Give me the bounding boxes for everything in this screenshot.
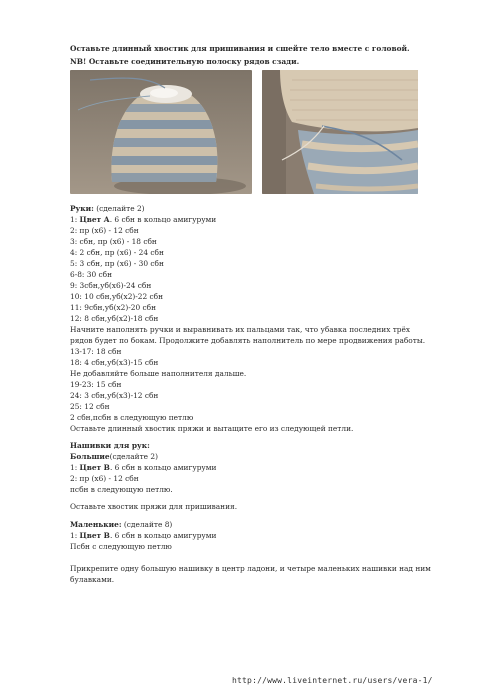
color-b-label: Цвет В (79, 531, 110, 540)
patches-title: Нашивки для рук: (70, 441, 150, 450)
patches-attach: Прикрепите одну большую нашивку в центр ладони, и четыре маленьких нашивки над ним (70, 564, 431, 573)
arms-row: 4: 2 сбн, пр (х6) - 24 сбн (70, 248, 164, 257)
intro-line: Оставьте длинный хвостик для пришивания и сшейте тело вместе с головой. (70, 44, 410, 53)
arms-row: 19-23: 15 сбн (70, 380, 122, 389)
arms-row: 3: сбн, пр (х6) - 18 сбн (70, 237, 157, 246)
crochet-joining-photo (262, 70, 418, 194)
small-label: Маленькие: (70, 520, 122, 529)
arms-row: 25: 12 сбн (70, 402, 110, 411)
arms-row: 24: 3 сбн,уб(х3)-12 сбн (70, 391, 159, 400)
row-text: . 6 сбн в кольцо амигуруми (109, 215, 217, 224)
arms-note: рядов будет по бокам. Продолжите добавлять наполнитель по мере продвижения работы. (70, 336, 426, 345)
arms-row: 11: 9сбн,уб(х2)-20 сбн (70, 303, 157, 312)
color-b-label: Цвет В (79, 463, 110, 472)
arms-title-note: (сделайте 2) (93, 204, 145, 213)
patches-small-row-2: Псбн с следующую петлю (70, 542, 172, 551)
arms-row: 12: 8 сбн,уб(х2)-18 сбн (70, 314, 159, 323)
arms-row-1 (70, 215, 216, 225)
arms-row: 6-8: 30 сбн (70, 270, 113, 279)
color-a-label: Цвет А (79, 215, 110, 224)
patches-big-row-3: псбн в следующую петлю. (70, 485, 173, 494)
patches-big-row-2: 2: пр (х6) - 12 сбн (70, 474, 139, 483)
arms-row: 5: 3 сбн, пр (х6) - 30 сбн (70, 259, 164, 268)
arms-title-line (70, 204, 145, 214)
big-label: Большие (70, 452, 110, 461)
nb-text: Оставьте соединительную полоску рядов сзади. (86, 57, 300, 66)
patches-attach: булавками. (70, 575, 115, 584)
row-label: 1: (70, 463, 80, 472)
arms-row: 18: 4 сбн,уб(х3)-15 сбн (70, 358, 159, 367)
arms-ending: Оставьте длинный хвостик пряжи и вытащите его из следующей петли. (70, 424, 354, 433)
patches-small-line (70, 520, 172, 530)
arms-row: 2 сбн,псбн в следующую петлю (70, 413, 194, 422)
crochet-dome-photo (70, 70, 252, 194)
source-url[interactable]: http://www.liveinternet.ru/users/vera-1/ (232, 676, 433, 685)
arms-row: 10: 10 сбн,уб(х2)-22 сбн (70, 292, 164, 301)
row-label: 1: (70, 215, 80, 224)
patches-big-ending: Оставьте хвостик пряжи для пришивания. (70, 502, 238, 511)
arms-row: 9: 3сбн,уб(х6)-24 сбн (70, 281, 152, 290)
row-text: . 6 сбн в кольцо амигуруми (109, 463, 217, 472)
small-note: (сделайте 8) (121, 520, 173, 529)
arms-title: Руки: (70, 204, 94, 213)
arms-row: Не добавляйте больше наполнителя дальше. (70, 369, 247, 378)
patches-big-line (70, 452, 158, 462)
patches-big-row-1 (70, 463, 216, 473)
arms-row: 13-17: 18 сбн (70, 347, 122, 356)
arms-row: 2: пр (х6) - 12 сбн (70, 226, 139, 235)
row-text: . 6 сбн в кольцо амигуруми (109, 531, 217, 540)
big-note: (сделайте 2) (109, 452, 158, 461)
arms-note: Начните наполнять ручки и выравнивать их пальцами так, что убавка последних трёх (70, 325, 411, 334)
nb-label: NB! (70, 57, 87, 66)
row-label: 1: (70, 531, 80, 540)
nb-line (70, 57, 299, 67)
patches-small-row-1 (70, 531, 216, 541)
